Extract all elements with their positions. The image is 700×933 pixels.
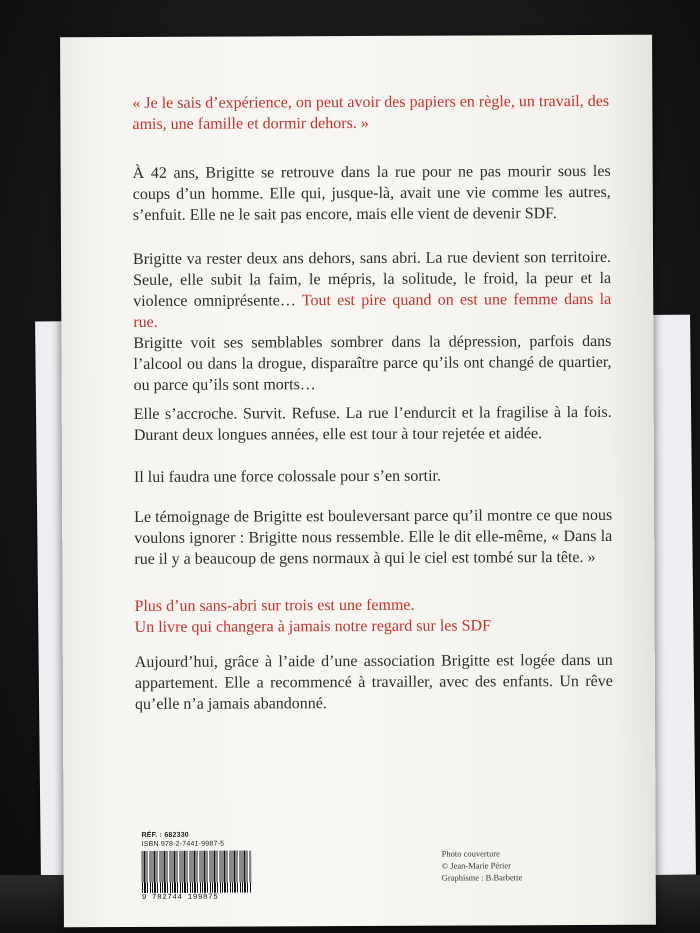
reference-number: RÉF. : 682330 xyxy=(141,831,189,839)
opening-quote: « Je le sais d’expérience, on peut avoir des papiers en règle, un travail, des amis, une famille et dormir dehors. » xyxy=(132,92,610,133)
barcode-icon xyxy=(142,850,252,892)
paragraph-survival: Elle s’accroche. Survit. Refuse. La rue l’endurcit et la fragilise à la fois. Durant deux longues années, elle est tour à tour rejetée et aidée. xyxy=(133,403,612,444)
paragraph-strength: Il lui faudra une force colossale pour s’en sortir. xyxy=(133,467,442,486)
paragraph-intro: À 42 ans, Brigitte se retrouve dans la rue pour ne pas mourir sous les coups d’un homme. Elle qui, jusque-là, avait une vie comme les autres, s’enfuit. Elle ne le sait pas encore, mais elle vient de devenir SDF. xyxy=(132,162,611,224)
credit-graphic-design: Graphisme : B.Barbette xyxy=(441,872,523,883)
red-statement-2: Un livre qui changera à jamais notre regard sur les SDF xyxy=(134,617,492,636)
paragraph-today: Aujourd’hui, grâce à l’aide d’une association Brigitte est logée dans un appartement. Elle a recommencé à travailler, avec des enfants. Un rêve qu’elle n’a jamais abandonné. xyxy=(134,651,613,713)
paragraph-street-highlight: Tout est pire quand on est une femme dans la rue. xyxy=(133,290,612,331)
barcode-block xyxy=(142,830,262,902)
paragraph-street-text: Brigitte va rester deux ans dehors, sans abri. La rue devient son territoire. Seule, elle subit la faim, le mépris, la solitude, le froid, la peur et la violence omniprésente… xyxy=(132,248,612,310)
credit-photographer: © Jean-Marie Périer xyxy=(441,860,511,871)
red-statement-1: Plus d’un sans-abri sur trois est une femme. xyxy=(134,596,415,615)
credit-photo-label: Photo couverture xyxy=(441,848,500,859)
isbn-number: ISBN 978-2-7441-9987-5 xyxy=(141,840,225,848)
paragraph-peers: Brigitte voit ses semblables sombrer dans la dépression, parfois dans l’alcool ou dans la drogue, disparaître parce qu’ils ont changé de quartier, ou parce qu’ils sont morts… xyxy=(133,332,612,394)
credits xyxy=(442,847,612,884)
barcode-digits: 9 782744 199875 xyxy=(141,893,219,902)
book-back-cover xyxy=(60,35,656,928)
paragraph-testimony: Le témoignage de Brigitte est bouleversant parce qu’il montre ce que nous voulons ignorer : Brigitte nous ressemble. Elle le dit elle-même, « Dans la rue il y a beaucoup de gens normaux à qui le ciel est tombé sur la tête. » xyxy=(134,506,613,568)
paragraph-street xyxy=(133,247,611,333)
